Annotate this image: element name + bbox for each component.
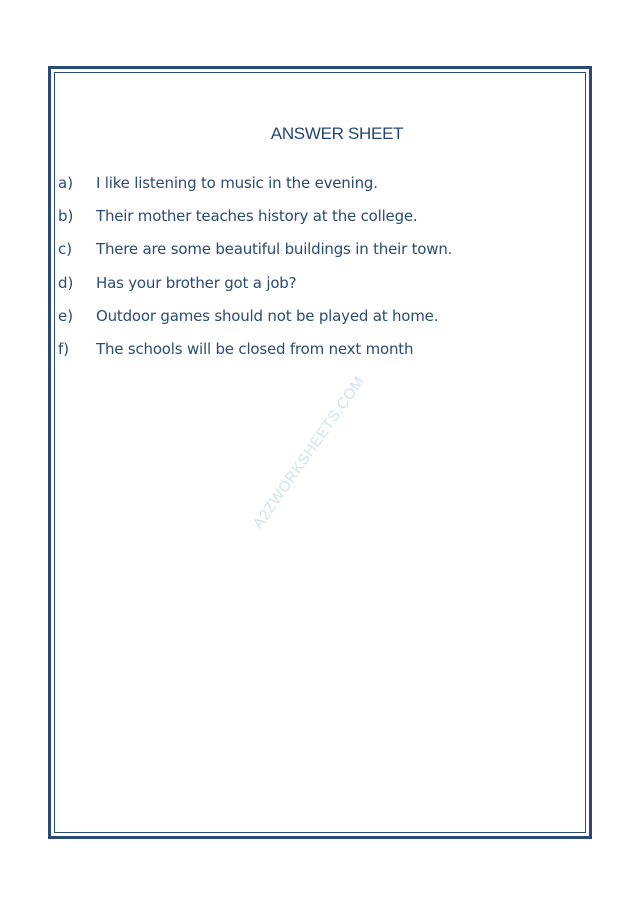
answer-text: Their mother teaches history at the college. xyxy=(96,207,418,226)
answer-text: Has your brother got a job? xyxy=(96,273,297,292)
answer-text: Outdoor games should not be played at home. xyxy=(96,306,439,325)
answer-text: The schools will be closed from next month xyxy=(96,339,414,358)
answer-text: There are some beautiful buildings in their town. xyxy=(96,240,453,259)
answer-text: I like listening to music in the evening. xyxy=(96,174,378,192)
answer-letter: f) xyxy=(58,339,70,358)
answer-letter: a) xyxy=(58,174,74,192)
answer-letter: d) xyxy=(58,273,74,292)
watermark: A2ZWORKSHEETS.COM xyxy=(249,373,369,532)
answer-letter: c) xyxy=(58,240,73,259)
answer-sheet-title: ANSWER SHEET xyxy=(270,124,404,143)
answer-letter: b) xyxy=(58,207,74,226)
answer-letter: e) xyxy=(58,306,74,325)
